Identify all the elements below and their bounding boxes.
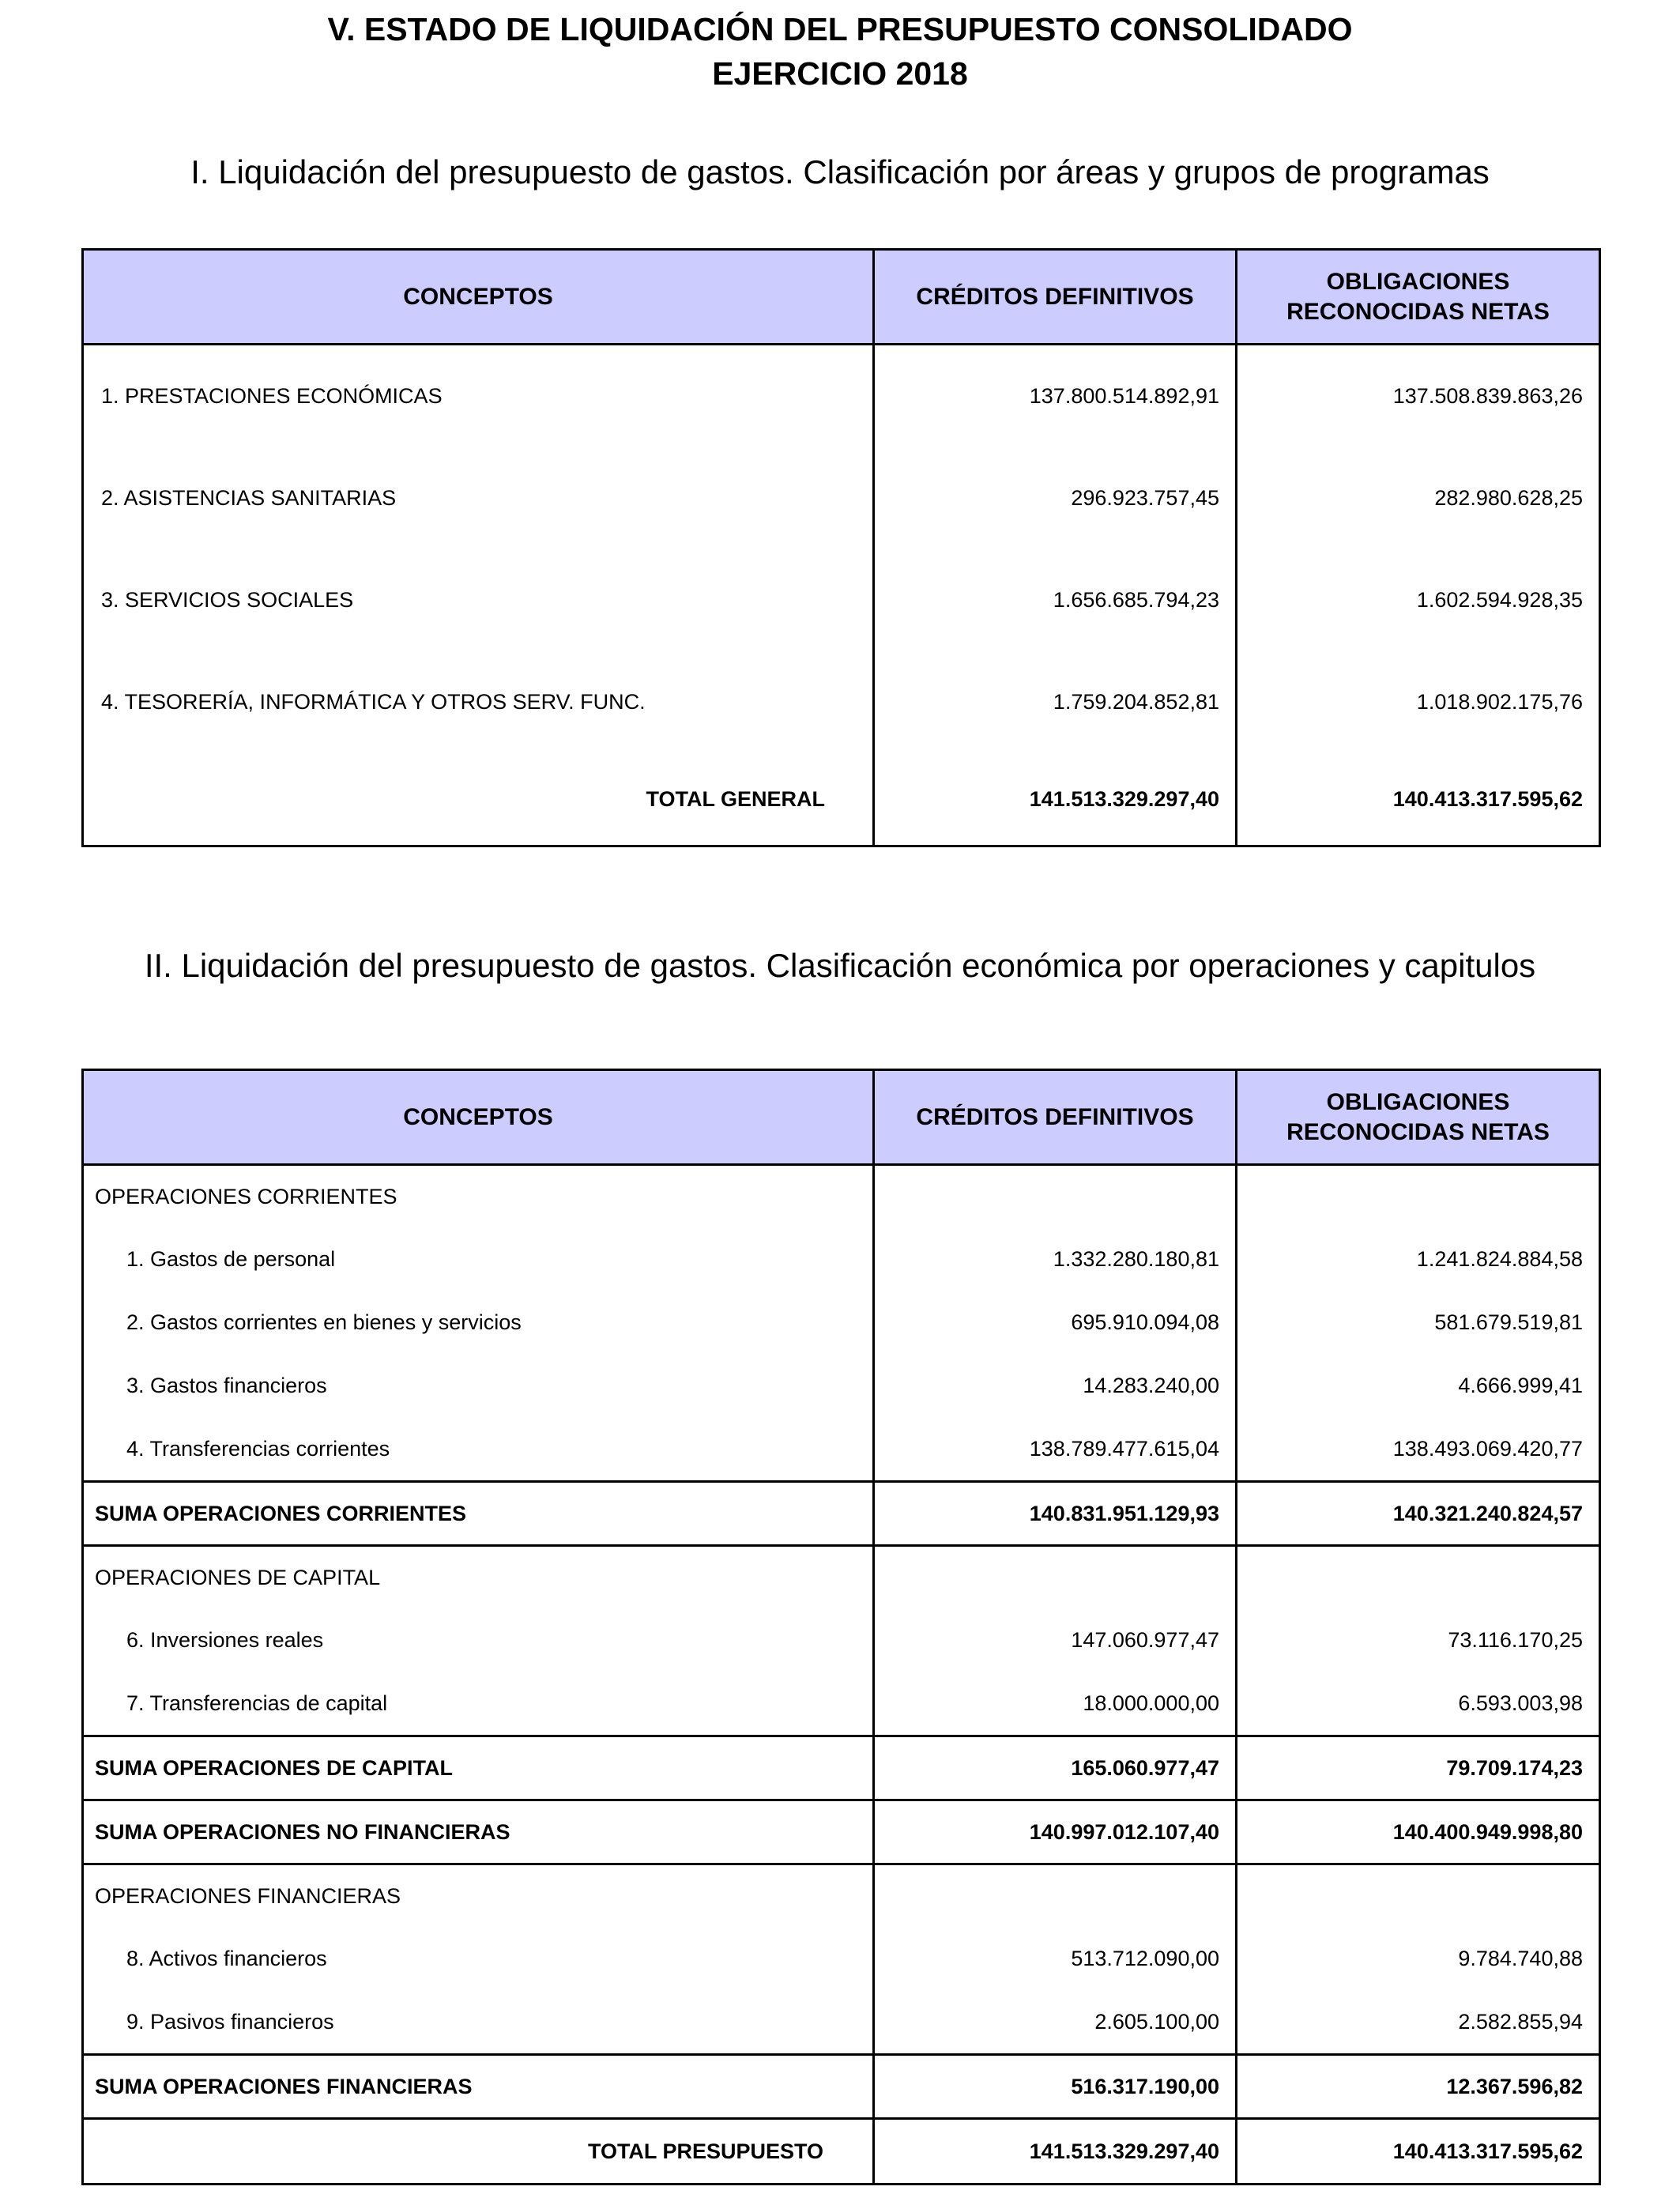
- concept-cell: 7. Transferencias de capital: [83, 1672, 874, 1736]
- sum-obligations: 12.367.596,82: [1237, 2055, 1600, 2119]
- group-label: OPERACIONES DE CAPITAL: [83, 1546, 874, 1609]
- header-credits: CRÉDITOS DEFINITIVOS: [874, 1070, 1237, 1165]
- concept-cell: 8. Activos financieros: [83, 1927, 874, 1990]
- table-row: [83, 1417, 1600, 1482]
- credits-cell: 18.000.000,00: [874, 1672, 1237, 1736]
- total-budget-obligations: 140.413.317.595,62: [1237, 2119, 1600, 2185]
- table-row: [83, 345, 1600, 448]
- table-row: [83, 549, 1600, 651]
- obligations-cell: 2.582.855,94: [1237, 1990, 1600, 2055]
- table-row: [83, 1608, 1600, 1672]
- obligations-cell: 73.116.170,25: [1237, 1608, 1600, 1672]
- credits-cell: 513.712.090,00: [874, 1927, 1237, 1990]
- economic-classification-table: [81, 1069, 1601, 2185]
- sum-credits: 140.997.012.107,40: [874, 1800, 1237, 1864]
- header-obligations-line2: RECONOCIDAS NETAS: [1286, 1118, 1550, 1145]
- credits-cell: 695.910.094,08: [874, 1291, 1237, 1354]
- credits-cell: 14.283.240,00: [874, 1354, 1237, 1417]
- obligations-cell: 137.508.839.863,26: [1237, 345, 1600, 448]
- group-label: OPERACIONES FINANCIERAS: [83, 1864, 874, 1928]
- obligations-cell: 1.018.902.175,76: [1237, 651, 1600, 753]
- table-row: [83, 1291, 1600, 1354]
- concept-cell: 2. ASISTENCIAS SANITARIAS: [83, 447, 874, 549]
- obligations-cell: 282.980.628,25: [1237, 447, 1600, 549]
- concept-cell: 2. Gastos corrientes en bienes y servicios: [83, 1291, 874, 1354]
- sum-label: SUMA OPERACIONES DE CAPITAL: [83, 1736, 874, 1800]
- header-obligations: [1237, 250, 1600, 345]
- header-obligations-line1: OBLIGACIONES: [1326, 268, 1510, 295]
- total-general-label: TOTAL GENERAL: [83, 753, 874, 846]
- sum-credits: 165.060.977,47: [874, 1736, 1237, 1800]
- document-subtitle-year: EJERCICIO 2018: [712, 55, 968, 92]
- header-obligations: [1237, 1070, 1600, 1165]
- table-header-row: [83, 250, 1600, 345]
- concept-cell: 3. Gastos financieros: [83, 1354, 874, 1417]
- credits-cell: 2.605.100,00: [874, 1990, 1237, 2055]
- group-row-current: [83, 1165, 1600, 1228]
- header-concepts: CONCEPTOS: [83, 250, 874, 345]
- total-budget-row: [83, 2119, 1600, 2185]
- sum-obligations: 140.400.949.998,80: [1237, 1800, 1600, 1864]
- obligations-cell: 9.784.740,88: [1237, 1927, 1600, 1990]
- sum-label: SUMA OPERACIONES CORRIENTES: [83, 1482, 874, 1546]
- concept-cell: 6. Inversiones reales: [83, 1608, 874, 1672]
- sum-label: SUMA OPERACIONES NO FINANCIERAS: [83, 1800, 874, 1864]
- table-row: [83, 1227, 1600, 1291]
- table-row: [83, 1354, 1600, 1417]
- sum-credits: 516.317.190,00: [874, 2055, 1237, 2119]
- section1-title: I. Liquidación del presupuesto de gastos. Clasificación por áreas y grupos de programas: [190, 153, 1490, 190]
- functional-classification-table: [81, 248, 1601, 847]
- obligations-cell: 6.593.003,98: [1237, 1672, 1600, 1736]
- credits-cell: 138.789.477.615,04: [874, 1417, 1237, 1482]
- group-label: OPERACIONES CORRIENTES: [83, 1165, 874, 1228]
- sum-row-financial: [83, 2055, 1600, 2119]
- obligations-cell: 4.666.999,41: [1237, 1354, 1600, 1417]
- credits-cell: 296.923.757,45: [874, 447, 1237, 549]
- table-header-row: [83, 1070, 1600, 1165]
- concept-cell: 3. SERVICIOS SOCIALES: [83, 549, 874, 651]
- credits-cell: 137.800.514.892,91: [874, 345, 1237, 448]
- concept-cell: 9. Pasivos financieros: [83, 1990, 874, 2055]
- table-row: [83, 447, 1600, 549]
- table-row: [83, 651, 1600, 753]
- obligations-cell: 1.241.824.884,58: [1237, 1227, 1600, 1291]
- sum-obligations: 140.321.240.824,57: [1237, 1482, 1600, 1546]
- table-row: [83, 1990, 1600, 2055]
- sum-obligations: 79.709.174,23: [1237, 1736, 1600, 1800]
- concept-cell: 1. Gastos de personal: [83, 1227, 874, 1291]
- header-credits: CRÉDITOS DEFINITIVOS: [874, 250, 1237, 345]
- total-budget-label: TOTAL PRESUPUESTO: [83, 2119, 874, 2185]
- credits-cell: 1.759.204.852,81: [874, 651, 1237, 753]
- credits-cell: 1.332.280.180,81: [874, 1227, 1237, 1291]
- group-row-financial: [83, 1864, 1600, 1928]
- obligations-cell: 581.679.519,81: [1237, 1291, 1600, 1354]
- total-general-row: [83, 753, 1600, 846]
- total-general-credits: 141.513.329.297,40: [874, 753, 1237, 846]
- sum-credits: 140.831.951.129,93: [874, 1482, 1237, 1546]
- total-budget-credits: 141.513.329.297,40: [874, 2119, 1237, 2185]
- concept-cell: 1. PRESTACIONES ECONÓMICAS: [83, 345, 874, 448]
- concept-cell: 4. Transferencias corrientes: [83, 1417, 874, 1482]
- obligations-cell: 138.493.069.420,77: [1237, 1417, 1600, 1482]
- concept-cell: 4. TESORERÍA, INFORMÁTICA Y OTROS SERV. FUNC.: [83, 651, 874, 753]
- obligations-cell: 1.602.594.928,35: [1237, 549, 1600, 651]
- document-title: V. ESTADO DE LIQUIDACIÓN DEL PRESUPUESTO CONSOLIDADO: [327, 11, 1353, 47]
- total-general-obligations: 140.413.317.595,62: [1237, 753, 1600, 846]
- sum-row-non-financial: [83, 1800, 1600, 1864]
- header-concepts: CONCEPTOS: [83, 1070, 874, 1165]
- table-row: [83, 1672, 1600, 1736]
- sum-label: SUMA OPERACIONES FINANCIERAS: [83, 2055, 874, 2119]
- sum-row-capital: [83, 1736, 1600, 1800]
- credits-cell: 147.060.977,47: [874, 1608, 1237, 1672]
- header-obligations-line1: OBLIGACIONES: [1326, 1088, 1510, 1115]
- header-obligations-line2: RECONOCIDAS NETAS: [1286, 298, 1550, 325]
- group-row-capital: [83, 1546, 1600, 1609]
- section2-title: II. Liquidación del presupuesto de gastos. Clasificación económica por operaciones y capitulos: [144, 947, 1536, 984]
- credits-cell: 1.656.685.794,23: [874, 549, 1237, 651]
- sum-row-current: [83, 1482, 1600, 1546]
- table-row: [83, 1927, 1600, 1990]
